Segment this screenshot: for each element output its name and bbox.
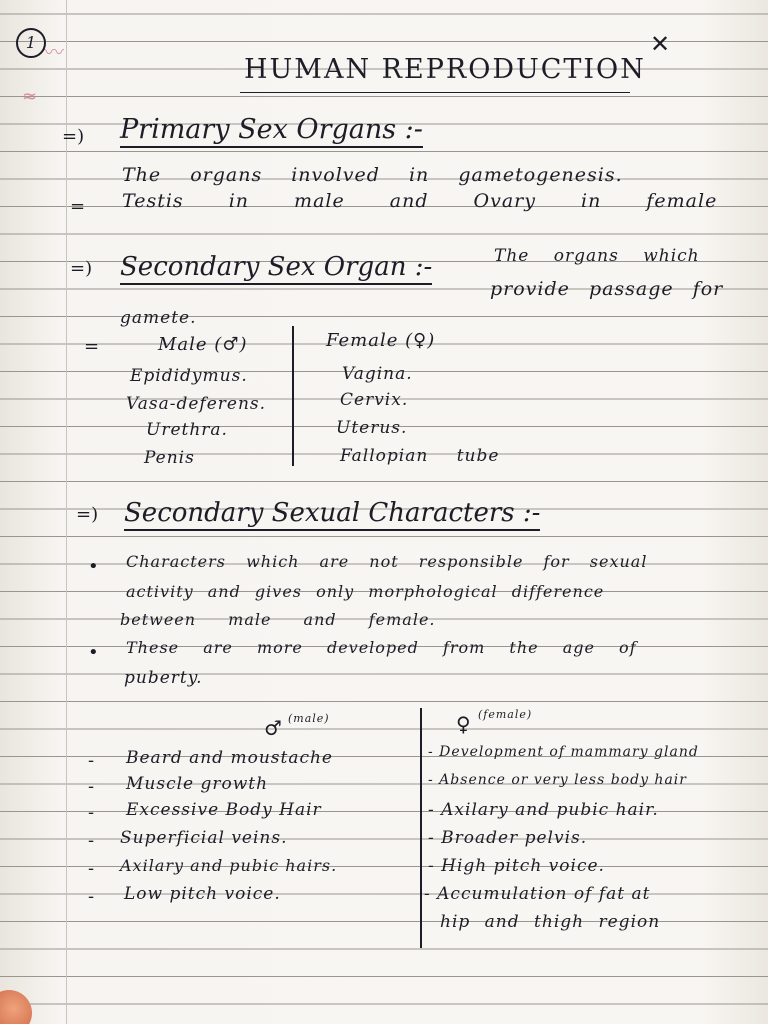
male-character-item: Low pitch voice. <box>124 884 281 904</box>
female-organ-item: Vagina. <box>342 364 413 384</box>
primary-line1: The organs involved in gametogenesis. <box>122 164 623 186</box>
characters-bullet1-line2: activity and gives only morphological difference <box>126 582 605 601</box>
arrow-marker: =) <box>70 258 93 279</box>
pink-scribble: 〰 <box>44 40 64 64</box>
page-number: 1 <box>16 28 46 58</box>
primary-heading: Primary Sex Organs :- <box>120 114 423 148</box>
primary-line2: Testis in male and Ovary in female <box>122 190 718 212</box>
male-organ-item: Urethra. <box>146 420 228 440</box>
bullet: • <box>88 642 99 663</box>
male-note: (male) <box>288 712 330 725</box>
dash-marker: - <box>88 886 95 907</box>
title-underline <box>240 92 630 93</box>
characters-bullet2-line1: These are more developed from the age of <box>126 638 637 657</box>
male-character-item: Muscle growth <box>126 774 269 794</box>
secondary-organ-heading: Secondary Sex Organ :- <box>120 252 432 285</box>
organ-table-divider <box>292 326 294 466</box>
male-character-item: Excessive Body Hair <box>126 800 322 820</box>
female-organ-item: Uterus. <box>336 418 408 438</box>
female-character-item: - Development of mammary gland <box>428 744 699 760</box>
dash-marker: - <box>88 776 95 797</box>
secondary-desc-line1: The organs which <box>494 246 700 266</box>
male-symbol: ♂ <box>264 716 283 740</box>
dash-marker: - <box>88 802 95 823</box>
dash-marker: - <box>88 858 95 879</box>
female-note: (female) <box>478 708 533 721</box>
female-character-item: - Accumulation of fat at <box>424 884 651 904</box>
male-organs-header: Male (♂) <box>158 334 248 355</box>
male-character-item: Superficial veins. <box>120 828 288 848</box>
pink-scribble: ≈ <box>22 86 38 107</box>
female-character-item: - High pitch voice. <box>428 856 605 876</box>
arrow-marker: =) <box>62 126 85 147</box>
characters-bullet1-line3: between male and female. <box>120 610 436 629</box>
female-organs-header: Female (♀) <box>326 330 436 351</box>
female-character-item: - Axilary and pubic hair. <box>428 800 659 820</box>
arrow-marker: =) <box>76 504 99 525</box>
characters-bullet2-line2: puberty. <box>124 668 203 688</box>
female-character-item: - Absence or very less body hair <box>428 772 687 788</box>
male-organ-item: Vasa-deferens. <box>126 394 267 414</box>
female-character-item: - Broader pelvis. <box>428 828 588 848</box>
female-character-item: hip and thigh region <box>440 912 661 932</box>
characters-heading: Secondary Sexual Characters :- <box>124 498 540 531</box>
female-organ-item: Cervix. <box>340 390 409 410</box>
bullet: • <box>88 556 99 577</box>
male-character-item: Beard and moustache <box>126 748 333 768</box>
equals-marker: = <box>84 336 100 357</box>
male-character-item: Axilary and pubic hairs. <box>120 856 338 875</box>
female-organ-item: Fallopian tube <box>340 446 500 466</box>
margin-line <box>66 0 67 1024</box>
male-organ-item: Penis <box>144 448 195 468</box>
secondary-desc-line2: provide passage for <box>490 278 724 300</box>
characters-bullet1-line1: Characters which are not responsible for sexual <box>126 552 648 571</box>
characters-table-divider <box>420 708 422 948</box>
cross-mark-icon: ✕ <box>650 30 671 58</box>
dash-marker: - <box>88 750 95 771</box>
page-title: HUMAN REPRODUCTION <box>244 54 646 85</box>
male-organ-item: Epididymus. <box>130 366 248 386</box>
equals-marker: = <box>70 196 86 217</box>
secondary-desc-line3: gamete. <box>120 308 197 328</box>
dash-marker: - <box>88 830 95 851</box>
female-symbol: ♀ <box>456 712 472 736</box>
